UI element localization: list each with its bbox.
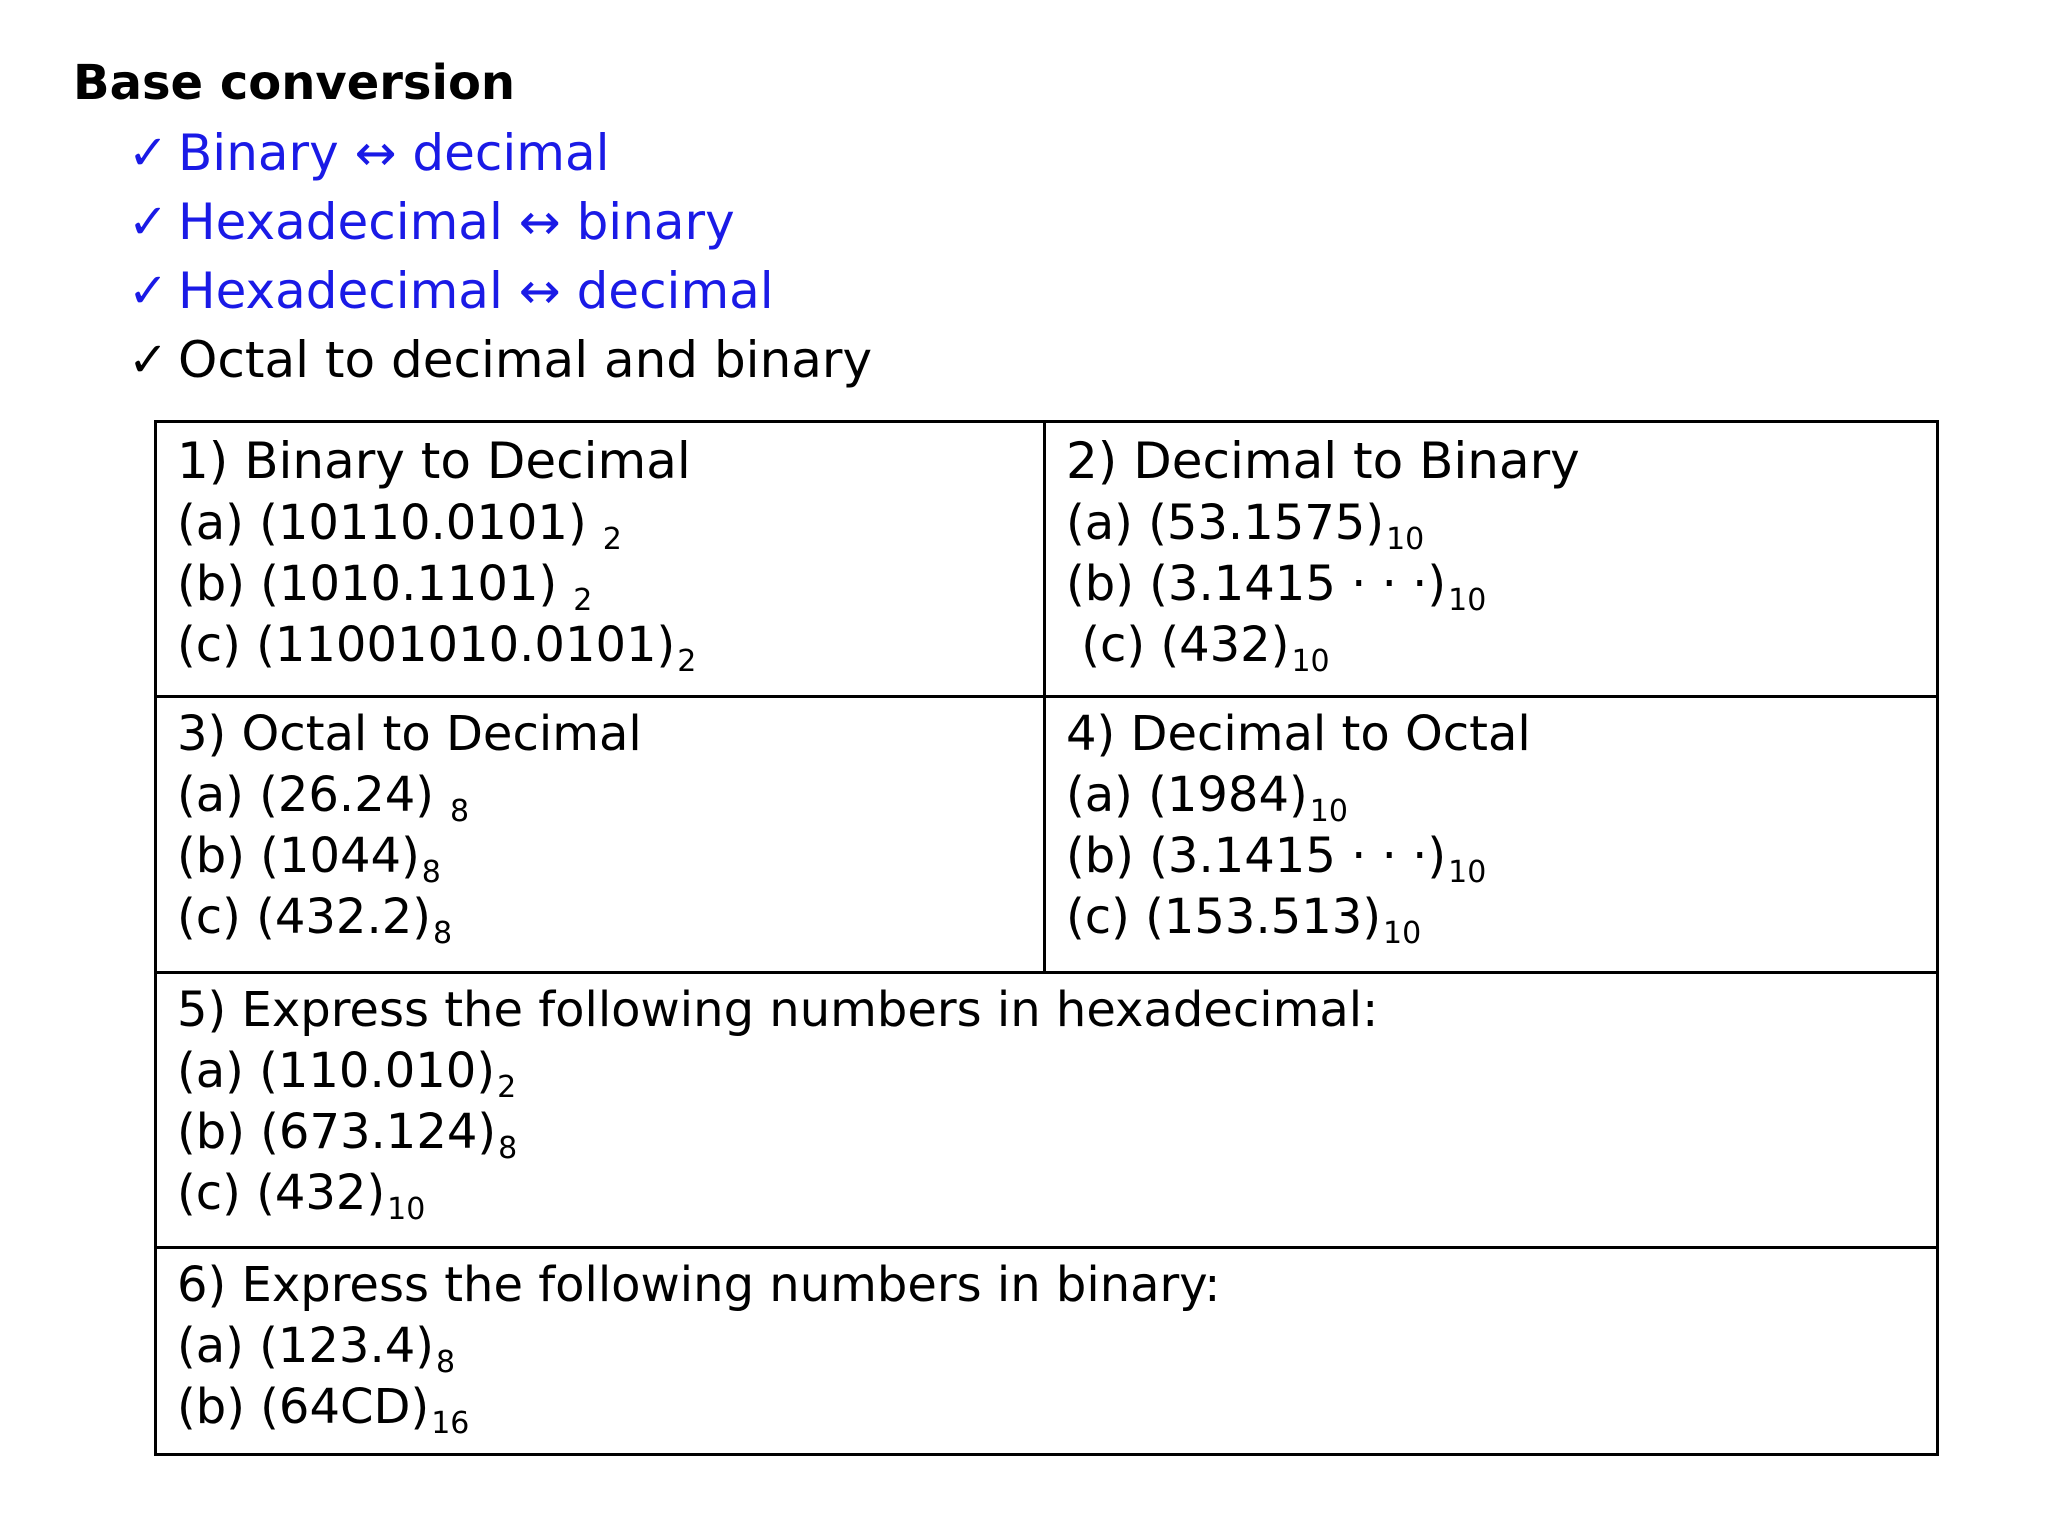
double-arrow-icon: ↔: [354, 123, 397, 182]
section-to-binary: [156, 1248, 1938, 1455]
checklist-item-hex-decimal: [128, 256, 872, 325]
section-to-hexadecimal: [156, 973, 1938, 1248]
exercise-item: (a) $(110.010)_2$: [177, 1043, 517, 1105]
base-subscript: 8: [436, 1345, 456, 1380]
double-arrow-icon: ↔: [518, 261, 561, 320]
base-subscript: 8: [450, 794, 470, 829]
checklist-item-from: Hexadecimal: [178, 192, 503, 251]
base-subscript: 2: [573, 583, 593, 618]
checklist-item-to: decimal: [412, 123, 610, 182]
checklist-item-to: decimal: [576, 261, 774, 320]
exercise-item: (c) $(432.2)_8$: [177, 889, 453, 951]
exercise-item: (b) $(1044)_8$: [177, 828, 441, 890]
base-subscript: 10: [1448, 583, 1487, 618]
base-subscript: 8: [498, 1131, 518, 1166]
checklist-item-octal: [128, 325, 872, 394]
exercise-item: (c) $(11001010.0101)_2$: [177, 617, 697, 679]
exercise-item: (b) (1010.1101) $_2$: [177, 556, 593, 618]
checkmark-icon: ✓: [128, 124, 169, 181]
section-binary-to-decimal: [156, 422, 1045, 697]
double-arrow-icon: ↔: [518, 192, 561, 251]
base-subscript: 8: [432, 916, 453, 951]
base-subscript: 2: [497, 1070, 517, 1105]
checklist-item-text: Octal to decimal and binary: [178, 330, 873, 389]
checkmark-icon: ✓: [128, 262, 169, 319]
exercise-item: (a) (26.24) $_8$: [177, 767, 470, 829]
exercise-item: (b) (3.1415 · · $\cdot)_{10}$: [1066, 828, 1487, 890]
base-subscript: 10: [1448, 855, 1487, 890]
section-title: 4) Decimal to Octal: [1066, 706, 1531, 762]
exercise-item: (a) $(53.1575)_{10}$: [1066, 495, 1425, 557]
exercise-item: (c) $(432)_{10}$: [177, 1165, 426, 1227]
exercise-table: [154, 420, 1939, 1456]
exercise-item: (a) $(123.4)_8$: [177, 1318, 456, 1380]
section-octal-to-decimal: [156, 697, 1045, 973]
section-title: 1) Binary to Decimal: [177, 432, 691, 490]
section-title: 5) Express the following numbers in hexadecimal:: [177, 982, 1379, 1038]
checklist-item-binary-decimal: [128, 118, 872, 187]
base-subscript: 10: [1291, 644, 1330, 679]
base-subscript: 10: [387, 1192, 426, 1227]
base-subscript: 2: [677, 644, 697, 679]
base-subscript: 2: [602, 522, 622, 557]
exercise-item: (c) $(432)_{10}$: [1066, 617, 1330, 679]
checkmark-icon: ✓: [128, 193, 169, 250]
base-subscript: 10: [1309, 794, 1348, 829]
section-title: 6) Express the following numbers in binary:: [177, 1257, 1221, 1313]
page-title: Base conversion: [73, 55, 516, 111]
exercise-item: (a) (10110.0101) $_2$: [177, 495, 622, 557]
section-title: 2) Decimal to Binary: [1066, 432, 1580, 490]
section-decimal-to-binary: [1045, 422, 1938, 697]
checklist-item-from: Binary: [178, 123, 339, 182]
topic-checklist: [128, 118, 872, 394]
base-subscript: 10: [1383, 916, 1422, 951]
exercise-item: (b) $(64CD)_{16}$: [177, 1379, 470, 1441]
base-subscript: 8: [421, 855, 441, 890]
base-subscript: 16: [431, 1406, 470, 1441]
exercise-item: (a) $(1984)_{10}$: [1066, 767, 1348, 829]
checklist-item-from: Hexadecimal: [178, 261, 503, 320]
exercise-item: (c) $(153.513)_{10}$: [1066, 889, 1422, 951]
checklist-item-to: binary: [576, 192, 735, 251]
section-decimal-to-octal: [1045, 697, 1938, 973]
section-title: 3) Octal to Decimal: [177, 706, 642, 762]
checkmark-icon: ✓: [128, 331, 169, 388]
checklist-item-hex-binary: [128, 187, 872, 256]
exercise-item: (b) $(673.124)_8$: [177, 1104, 518, 1166]
exercise-item: (b) (3.1415 · · $\cdot)_{10}$: [1066, 556, 1487, 618]
base-subscript: 10: [1386, 522, 1425, 557]
